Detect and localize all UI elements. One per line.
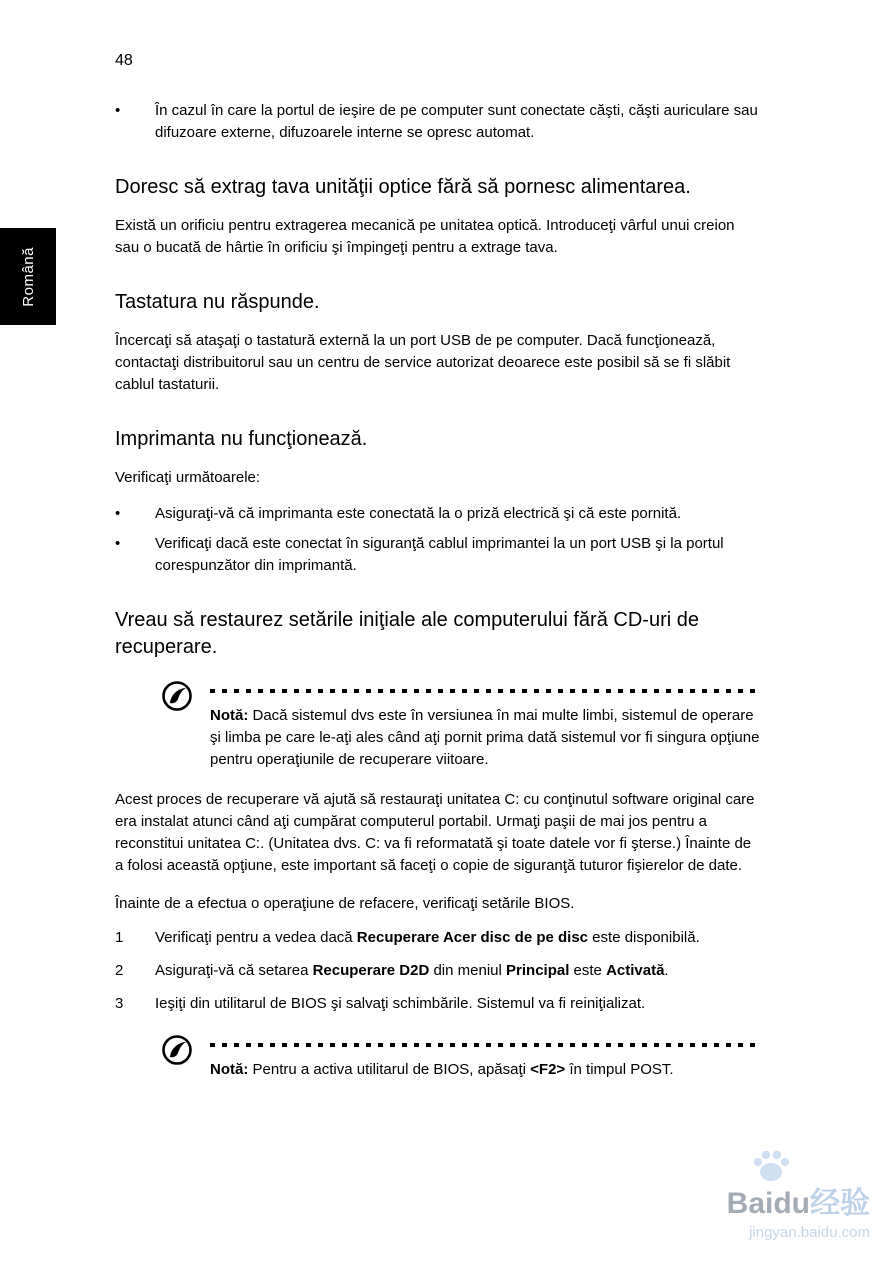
paragraph: Înainte de a efectua o operaţiune de refacere, verificaţi setările BIOS. — [115, 895, 575, 912]
step-text — [155, 960, 761, 982]
watermark-brand-line — [620, 1178, 870, 1222]
step-text — [155, 927, 761, 949]
step-item — [115, 993, 761, 1015]
step-text-run: este — [569, 962, 607, 979]
section-heading-keyboard: Tastatura nu răspunde. — [115, 291, 320, 313]
step-text-run: este disponibilă. — [588, 929, 700, 946]
step-text-run-bold: Principal — [506, 962, 570, 979]
note-body — [210, 1031, 761, 1081]
bullet-text: În cazul în care la portul de ieşire de pe computer sunt conectate căşti, căşti auriculare sau difuzoare externe, difuzoarele interne se opresc automat. — [155, 102, 758, 141]
bullet-marker: • — [115, 535, 121, 552]
page-number: 48 — [115, 52, 133, 69]
page-content — [115, 100, 761, 1095]
note-text — [210, 1059, 761, 1081]
acer-note-icon — [160, 1031, 194, 1081]
paw-icon — [750, 1148, 792, 1184]
list-item — [115, 533, 761, 577]
note-text — [210, 705, 761, 771]
swirl-info-icon — [160, 679, 194, 713]
bullet-marker: • — [115, 102, 121, 119]
bullet-marker: • — [115, 505, 121, 522]
step-text-run-bold: Activată — [606, 962, 665, 979]
note-text-run: Pentru a activa utilitarul de BIOS, apăsaţi — [252, 1061, 531, 1078]
paragraph: Acest proces de recuperare vă ajută să restauraţi unitatea C: cu conţinutul software original care era instalat atunci când aţi cumpărat computerul portabil. Urmaţi paşii de mai jos pentru a reconstitui unitatea C:. (Unitatea dvs. C: va fi reformatată şi toate datele vor fi şterse.) Înainte de a folosi această opţiune, este important să faceţi o copie de siguranţă tuturor fişierelor de date. — [115, 791, 755, 874]
paragraph: Încercaţi să ataşaţi o tastatură externă la un port USB de pe computer. Dacă funcţionează, contactaţi distribuitorul sau un centru de service autorizat deoarece este posibil să se fi slăbit cablul tastaturii. — [115, 332, 731, 393]
language-side-tab — [0, 228, 56, 325]
step-text-run: din meniul — [429, 962, 507, 979]
watermark-brand-cn: 经验 — [810, 1187, 870, 1220]
list-item — [115, 503, 761, 525]
note-text-run-bold: <F2> — [530, 1061, 566, 1078]
step-text-run: Asiguraţi-vă că setarea — [155, 962, 313, 979]
numbered-steps — [115, 927, 761, 1015]
bullet-text: Verificaţi dacă este conectat în siguranţă cablul imprimantei la un port USB şi la portul corespunzător din imprimantă. — [155, 535, 724, 574]
acer-note-icon — [160, 677, 194, 771]
section-heading-optical-tray: Doresc să extrag tava unităţii optice fără să pornesc alimentarea. — [115, 176, 691, 198]
watermark-brand: Baidu — [726, 1187, 810, 1220]
step-item — [115, 960, 761, 982]
step-item — [115, 927, 761, 949]
bullet-text: Asiguraţi-vă că imprimanta este conectată la o priză electrică şi că este pornită. — [155, 505, 682, 522]
baidu-watermark — [620, 1148, 870, 1241]
note-text-run: Dacă sistemul dvs este în versiunea în mai multe limbi, sistemul de operare şi limba pe care le-aţi ales când aţi pornit prima dată sistemul vor fi singura opţiune pentru operaţiunile de recuperare viitoare. — [210, 707, 760, 768]
step-number: 2 — [115, 962, 124, 979]
section-heading-printer: Imprimanta nu funcţionează. — [115, 428, 368, 450]
dashed-separator — [210, 1043, 761, 1047]
step-text-run-bold: Recuperare Acer disc de pe disc — [356, 929, 589, 946]
step-text — [155, 993, 761, 1015]
note-block — [160, 1031, 761, 1081]
list-item — [115, 100, 761, 144]
step-number: 1 — [115, 929, 124, 946]
dashed-separator — [210, 689, 761, 693]
note-text-run: în timpul POST. — [565, 1061, 674, 1078]
watermark-url: jingyan.baidu.com — [749, 1224, 870, 1241]
bullet-list — [115, 503, 761, 577]
note-block — [160, 677, 761, 771]
language-tab-label: Română — [19, 246, 37, 307]
paragraph: Există un orificiu pentru extragerea mecanică pe unitatea optică. Introduceţi vârful unui creion sau o bucată de hârtie în orificiu şi împingeţi pentru a extrage tava. — [115, 217, 735, 256]
step-text-run-bold: Recuperare D2D — [312, 962, 430, 979]
step-text-run: Verificaţi pentru a vedea dacă — [155, 929, 357, 946]
step-text-run: Ieşiţi din utilitarul de BIOS şi salvaţi schimbările. Sistemul va fi reiniţializat. — [155, 995, 646, 1012]
paragraph: Verificaţi următoarele: — [115, 469, 261, 486]
step-text-run: . — [664, 962, 669, 979]
note-body — [210, 677, 761, 771]
note-label: Notă: — [210, 1061, 249, 1078]
step-number: 3 — [115, 995, 124, 1012]
note-label: Notă: — [210, 707, 249, 724]
swirl-info-icon — [160, 1033, 194, 1067]
section-heading-recovery: Vreau să restaurez setările iniţiale ale computerului fără CD-uri de recuperare. — [115, 609, 699, 658]
